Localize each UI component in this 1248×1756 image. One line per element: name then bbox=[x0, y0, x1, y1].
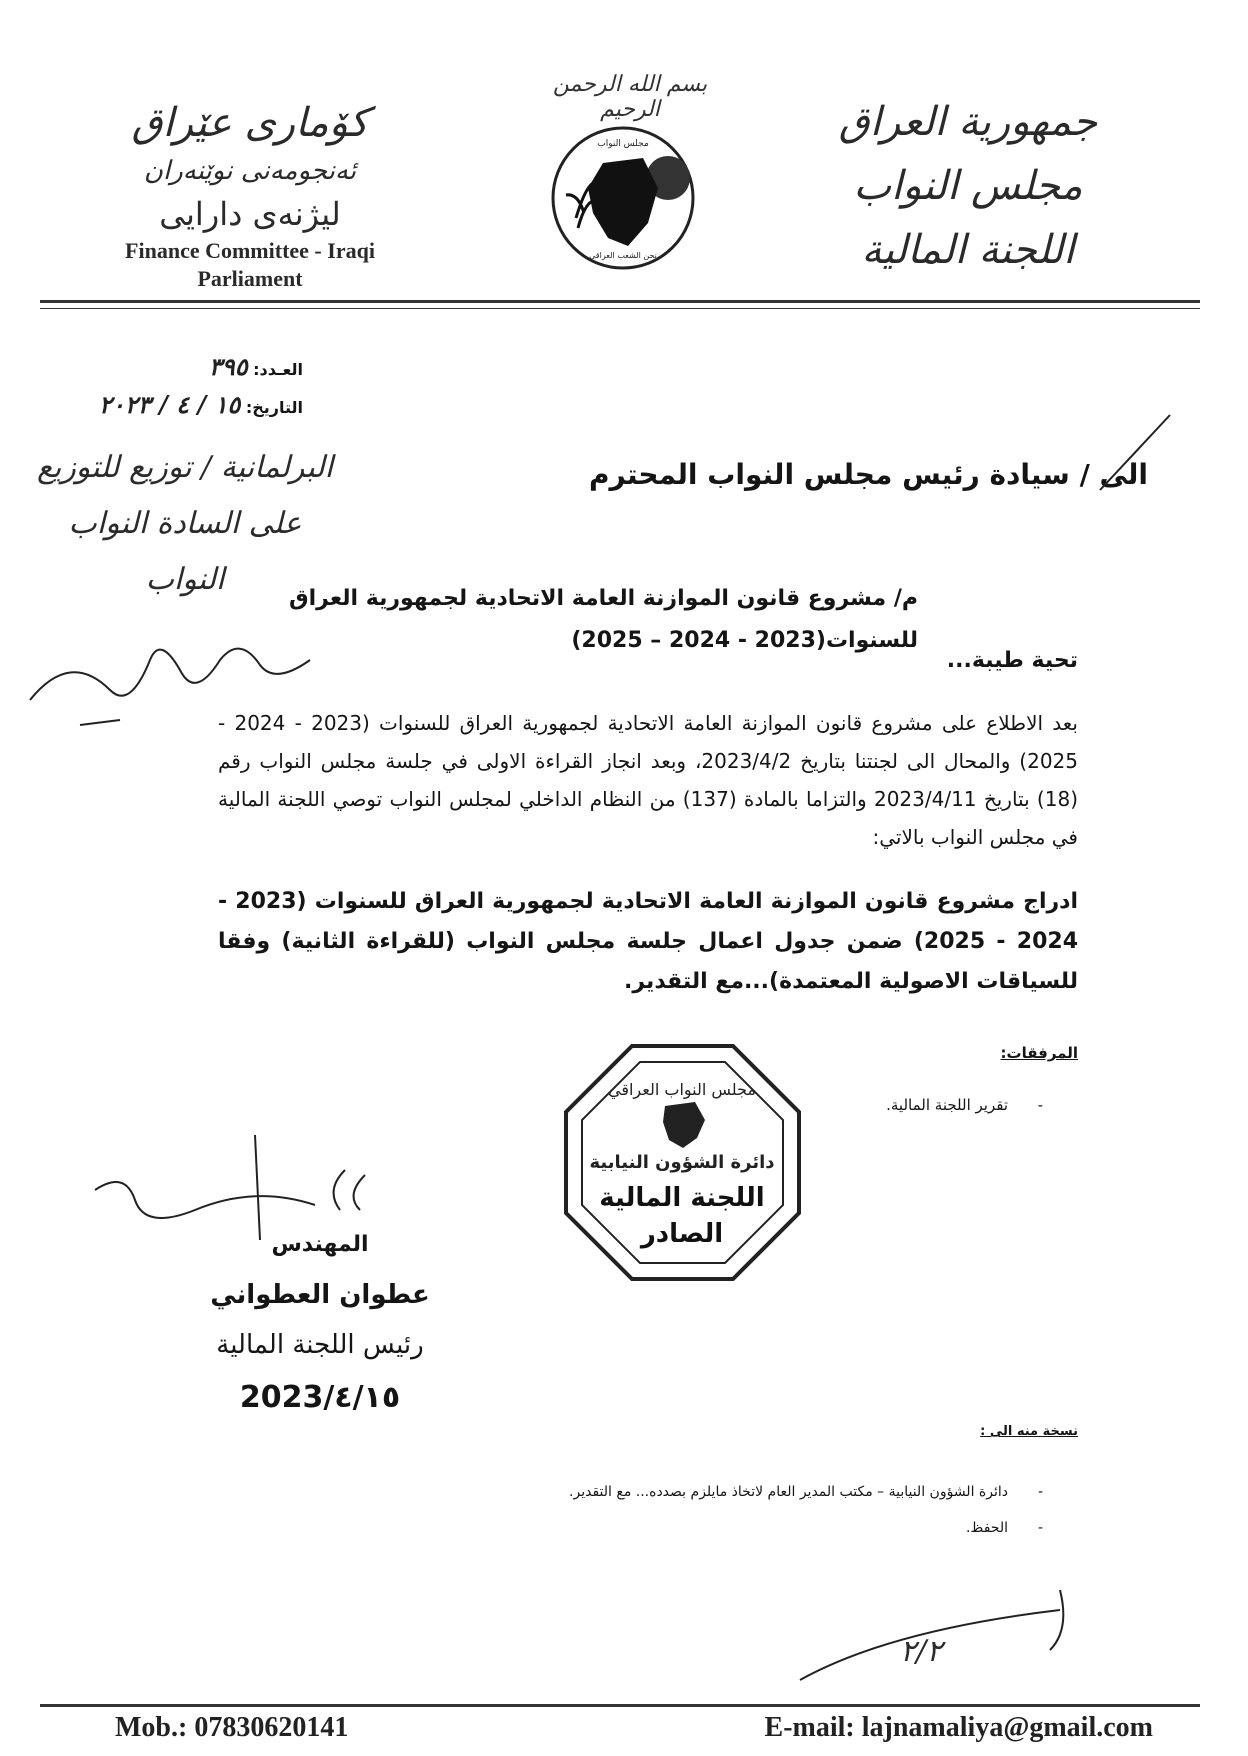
number-value: ٣٩٥ bbox=[208, 352, 248, 381]
emblem-bottom-text: نحن الشعب العراقي bbox=[589, 251, 657, 260]
header-kurdish-line: ئه‌نجومه‌نی نوێنه‌ران bbox=[143, 156, 357, 186]
copies-heading: نسخة منه الى : bbox=[980, 1424, 1078, 1439]
handwritten-note-line: البرلمانية / توزيع للتوزيع bbox=[37, 450, 333, 485]
date-value: ١٥ / ٤ / ٢٠٢٣ bbox=[99, 390, 241, 419]
header-arabic-line: مجلس النواب bbox=[853, 163, 1083, 209]
subject-line-1: م/ مشروع قانون الموازنة العامة الاتحادية لجمهورية العراق bbox=[288, 586, 918, 611]
greeting: تحية طيبة... bbox=[946, 648, 1078, 673]
signatory-date: 2023/٤/١٥ bbox=[239, 1380, 401, 1415]
copy-item: دائرة الشؤون النيابية – مكتب المدير العام لاتخاذ مايلزم بصدده... مع التقدير. bbox=[569, 1484, 1008, 1500]
emblem-top-text: مجلس النواب bbox=[597, 139, 649, 149]
parliament-emblem-icon bbox=[548, 118, 698, 288]
list-dash: - bbox=[1037, 1096, 1043, 1114]
list-dash: - bbox=[1037, 1520, 1043, 1536]
date-label: التاريخ: bbox=[245, 398, 303, 417]
handwritten-note-line: النواب bbox=[145, 562, 225, 597]
body-paragraph-1: بعد الاطلاع على مشروع قانون الموازنة العامة الاتحادية لجمهورية العراق للسنوات (2023 - 2024 - 2025) والمحال الى لجنتنا بتاريخ 2023/4/2، وبعد انجاز القراءة الاولى في جلسة مجلس النواب رقم (18) بتاريخ 2023/4/11 والتزاما بالمادة (137) من النظام الداخلي لمجلس النواب توصي اللجنة المالية في مجلس النواب بالاتي: bbox=[218, 711, 1079, 849]
subject-line-2: للسنوات(2023 - 2024 – 2025) bbox=[571, 628, 918, 653]
header-kurdish-line: لیژنه‌ی دارایی bbox=[159, 195, 341, 233]
handwritten-note-line: على السادة النواب bbox=[68, 506, 302, 541]
margin-annotation-icon bbox=[790, 1580, 1100, 1690]
list-dash: - bbox=[1037, 1484, 1043, 1500]
header-rule-thick bbox=[40, 300, 1200, 303]
number-label: العـدد: bbox=[253, 360, 303, 379]
recipient-line: الى / سيادة رئيس مجلس النواب المحترم bbox=[589, 458, 1148, 491]
signatory-position: رئيس اللجنة المالية bbox=[216, 1330, 424, 1360]
header-arabic-line: جمهورية العراق bbox=[838, 99, 1098, 145]
slash-mark bbox=[1090, 410, 1180, 500]
header-english-line: Finance Committee - Iraqi bbox=[125, 238, 375, 263]
footer-rule bbox=[40, 1704, 1200, 1707]
attachments-heading: المرفقات: bbox=[1000, 1044, 1078, 1062]
signatory-title: المهندس bbox=[271, 1232, 369, 1257]
official-stamp-icon bbox=[560, 1040, 805, 1285]
header-arabic-line: اللجنة المالية bbox=[861, 227, 1075, 273]
stamp-line-1: اللجنة المالية bbox=[599, 1183, 765, 1213]
header-rule-thin bbox=[40, 308, 1200, 309]
copy-item: الحفظ. bbox=[965, 1520, 1008, 1536]
footer-mobile: Mob.: 07830620141 bbox=[115, 1712, 349, 1743]
header-kurdish-line: كۆماری عێراق bbox=[131, 100, 369, 146]
header-kurdish-block bbox=[70, 95, 430, 293]
signatory-name: عطوان العطواني bbox=[210, 1280, 430, 1310]
attachment-item: تقرير اللجنة المالية. bbox=[886, 1096, 1008, 1114]
date-field bbox=[99, 390, 303, 419]
header-arabic-block bbox=[818, 90, 1118, 282]
stamp-inner-text: دائرة الشؤون النيابية bbox=[589, 1152, 775, 1173]
basmala: بسم الله الرحمن الرحيم bbox=[552, 72, 708, 122]
body-paragraph-2: ادراج مشروع قانون الموازنة العامة الاتحادية لجمهورية العراق للسنوات (2023 - 2024 - 2025) ضمن جدول اعمال جلسة مجلس النواب (للقراءة الثانية) وفقا للسياقات الاصولية المعتمدة)...مع التقدير. bbox=[218, 889, 1079, 994]
subject-block bbox=[289, 578, 918, 662]
margin-note: ٢/٢ bbox=[900, 1634, 943, 1669]
stamp-ring-text: مجلس النواب العراقي bbox=[608, 1080, 756, 1099]
header-english-line: Parliament bbox=[197, 266, 303, 291]
stamp-line-2: الصادر bbox=[640, 1219, 724, 1249]
footer-email: E-mail: lajnamaliya@gmail.com bbox=[764, 1712, 1153, 1743]
number-field bbox=[209, 352, 303, 381]
